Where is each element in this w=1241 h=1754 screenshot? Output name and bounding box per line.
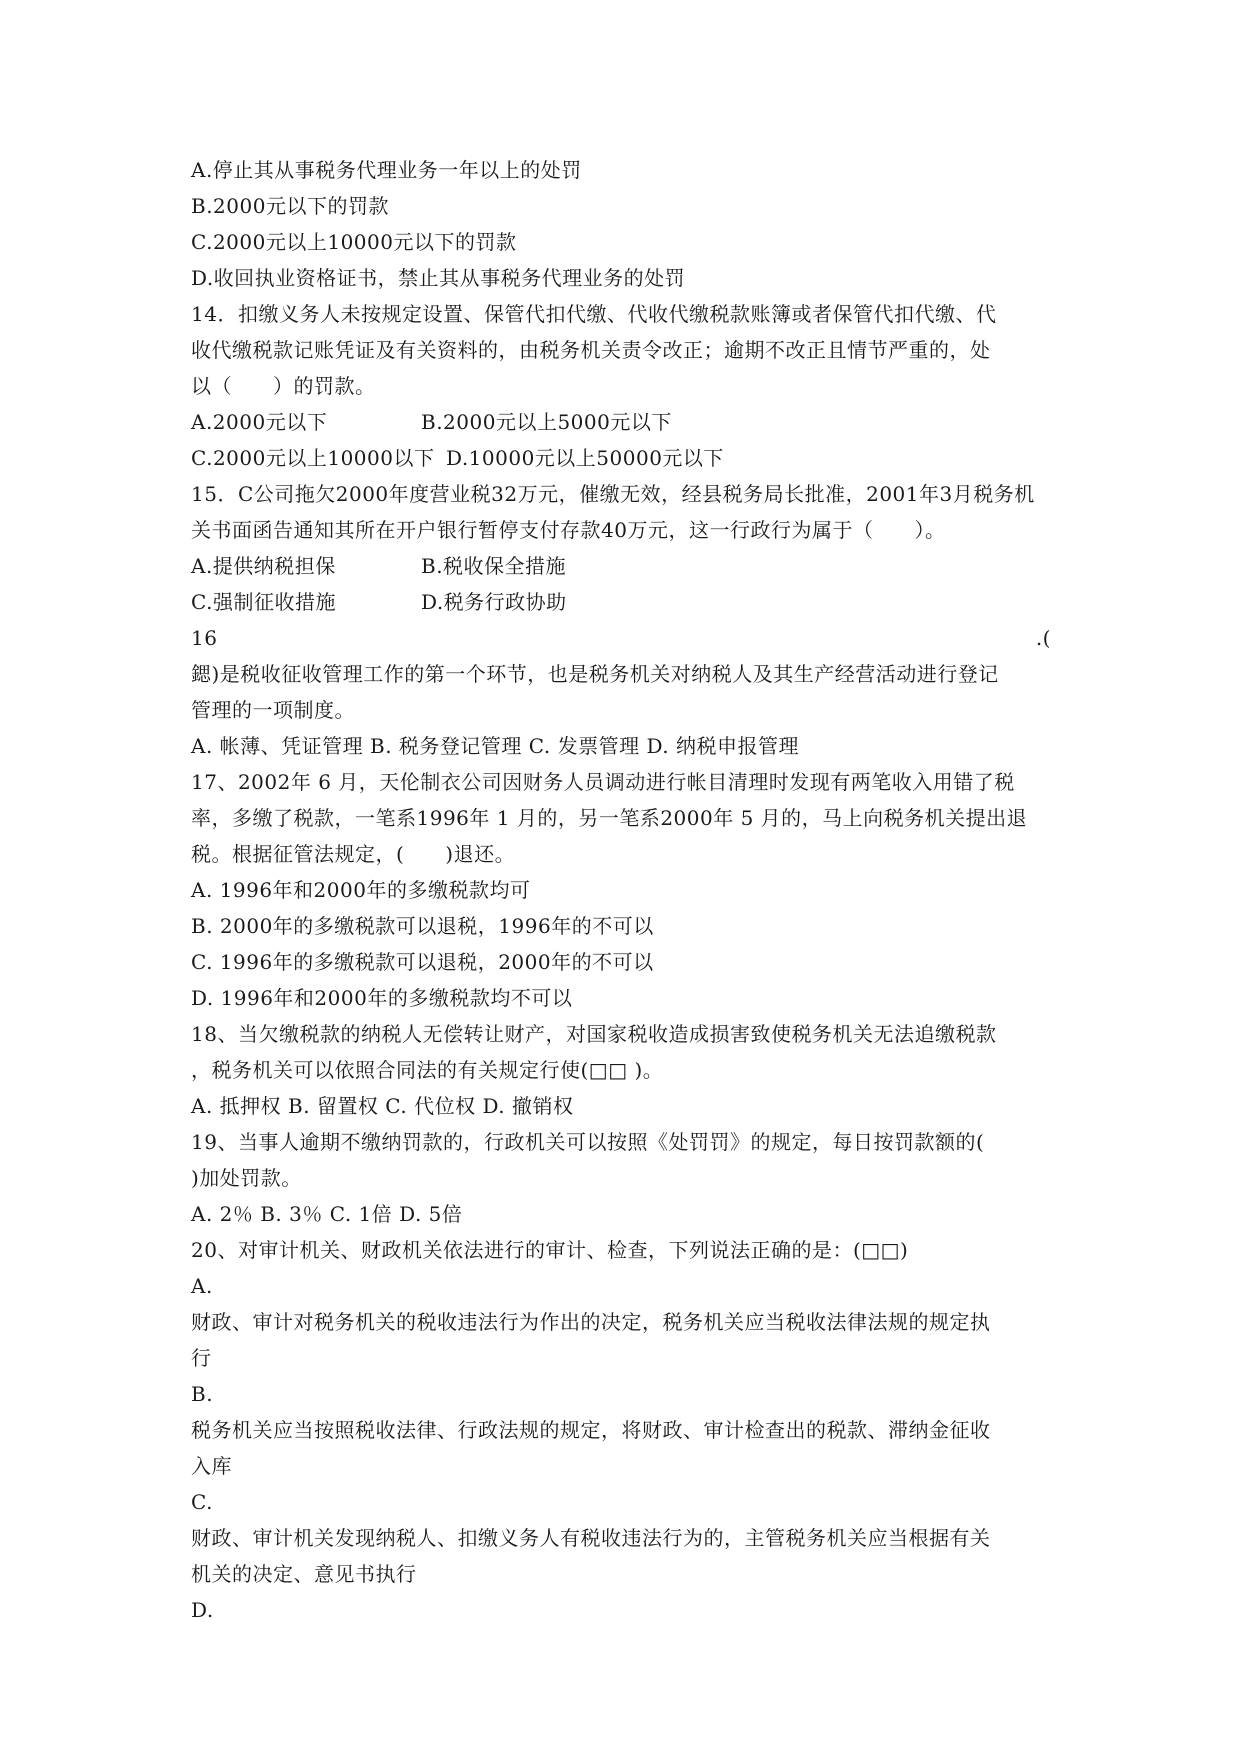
- q19-options: A. 2％ B. 3％ C. 1倍 D. 5倍: [191, 1202, 463, 1226]
- q16-options: A. 帐薄、凭证管理 B. 税务登记管理 C. 发票管理 D. 纳税申报管理: [191, 734, 799, 758]
- q20-option-d-label: D.: [191, 1598, 214, 1622]
- q20-option-b-label: B.: [191, 1382, 214, 1406]
- q13-option-d: D.收回执业资格证书，禁止其从事税务代理业务的处罚: [191, 266, 686, 290]
- q19-stem-line-1: 19、当事人逾期不缴纳罚款的，行政机关可以按照《处罚罚》的规定，每日按罚款额的(: [191, 1130, 985, 1154]
- q20-option-c-line-2: 机关的决定、意见书执行: [191, 1562, 417, 1586]
- q14-option-c: C.2000元以上10000以下: [191, 446, 435, 470]
- q17-stem-line-3: 税。根据征管法规定，( )退还。: [191, 842, 516, 866]
- q13-option-c: C.2000元以上10000元以下的罚款: [191, 230, 517, 254]
- q15-option-b: B.税收保全措施: [421, 554, 567, 578]
- q19-stem-line-2: )加处罚款。: [191, 1166, 302, 1190]
- q20-option-b-line-1: 税务机关应当按照税收法律、行政法规的规定，将财政、审计检查出的税款、滞纳金征收: [191, 1418, 991, 1442]
- q16-number: 16: [191, 626, 218, 650]
- q20-stem: 20、对审计机关、财政机关依法进行的审计、检查，下列说法正确的是：(□□): [191, 1238, 909, 1262]
- q16-number-line: [191, 620, 1051, 656]
- q15-options-row-1: [191, 548, 1051, 584]
- q14-option-a: A.2000元以下: [191, 410, 328, 434]
- q17-option-c: C. 1996年的多缴税款可以退税，2000年的不可以: [191, 950, 654, 974]
- q17-stem-line-1: 17、2002年 6 月，天伦制衣公司因财务人员调动进行帐目清理时发现有两笔收入用错了税: [191, 770, 1015, 794]
- q17-option-a: A. 1996年和2000年的多缴税款均可: [191, 878, 531, 902]
- q14-options-row-1: [191, 404, 1051, 440]
- q15-option-a: A.提供纳税担保: [191, 554, 336, 578]
- q14-stem-line-2: 收代缴税款记账凭证及有关资料的，由税务机关责令改正；逾期不改正且情节严重的，处: [191, 338, 991, 362]
- q14-options-row-2: [191, 440, 1051, 476]
- q15-stem-line-1: 15．C公司拖欠2000年度营业税32万元，催缴无效，经县税务局长批准，2001年3月税务机: [191, 482, 1035, 506]
- q17-option-b: B. 2000年的多缴税款可以退税，1996年的不可以: [191, 914, 654, 938]
- q15-options-row-2: [191, 584, 1051, 620]
- q20-option-a-label: A.: [191, 1274, 213, 1298]
- q16-stem-line-1: 鍶)是税收征收管理工作的第一个环节，也是税务机关对纳税人及其生产经营活动进行登记: [191, 662, 999, 686]
- q18-stem-line-2: ，税务机关可以依照合同法的有关规定行使(□□ )。: [191, 1058, 664, 1082]
- q20-option-c-line-1: 财政、审计机关发现纳税人、扣缴义务人有税收违法行为的，主管税务机关应当根据有关: [191, 1526, 991, 1550]
- q17-option-d: D. 1996年和2000年的多缴税款均不可以: [191, 986, 573, 1010]
- q16-tail: .(: [1035, 626, 1051, 650]
- q13-option-b: B.2000元以下的罚款: [191, 194, 389, 218]
- q18-options: A. 抵押权 B. 留置权 C. 代位权 D. 撤销权: [191, 1094, 574, 1118]
- q15-option-c: C.强制征收措施: [191, 590, 336, 614]
- q20-option-b-line-2: 入库: [191, 1454, 232, 1478]
- q18-stem-line-1: 18、当欠缴税款的纳税人无偿转让财产，对国家税收造成损害致使税务机关无法追缴税款: [191, 1022, 997, 1046]
- document-page: [191, 152, 1051, 1628]
- q15-option-d: D.税务行政协助: [421, 590, 567, 614]
- q14-stem-line-1: 14．扣缴义务人未按规定设置、保管代扣代缴、代收代缴税款账簿或者保管代扣代缴、代: [191, 302, 997, 326]
- q16-stem-line-2: 管理的一项制度。: [191, 698, 355, 722]
- q14-stem-line-3: 以（ ）的罚款。: [191, 374, 376, 398]
- q13-option-a: A.停止其从事税务代理业务一年以上的处罚: [191, 158, 582, 182]
- q14-option-d: D.10000元以上50000元以下: [446, 446, 724, 470]
- q15-stem-line-2: 关书面函告通知其所在开户银行暂停支付存款40万元，这一行政行为属于（ ）。: [191, 518, 946, 542]
- q20-option-c-label: C.: [191, 1490, 213, 1514]
- q20-option-a-line-1: 财政、审计对税务机关的税收违法行为作出的决定，税务机关应当税收法律法规的规定执: [191, 1310, 991, 1334]
- q17-stem-line-2: 率，多缴了税款，一笔系1996年 1 月的，另一笔系2000年 5 月的，马上向税务机关提出退: [191, 806, 1028, 830]
- q14-option-b: B.2000元以上5000元以下: [421, 410, 672, 434]
- q20-option-a-line-2: 行: [191, 1346, 212, 1370]
